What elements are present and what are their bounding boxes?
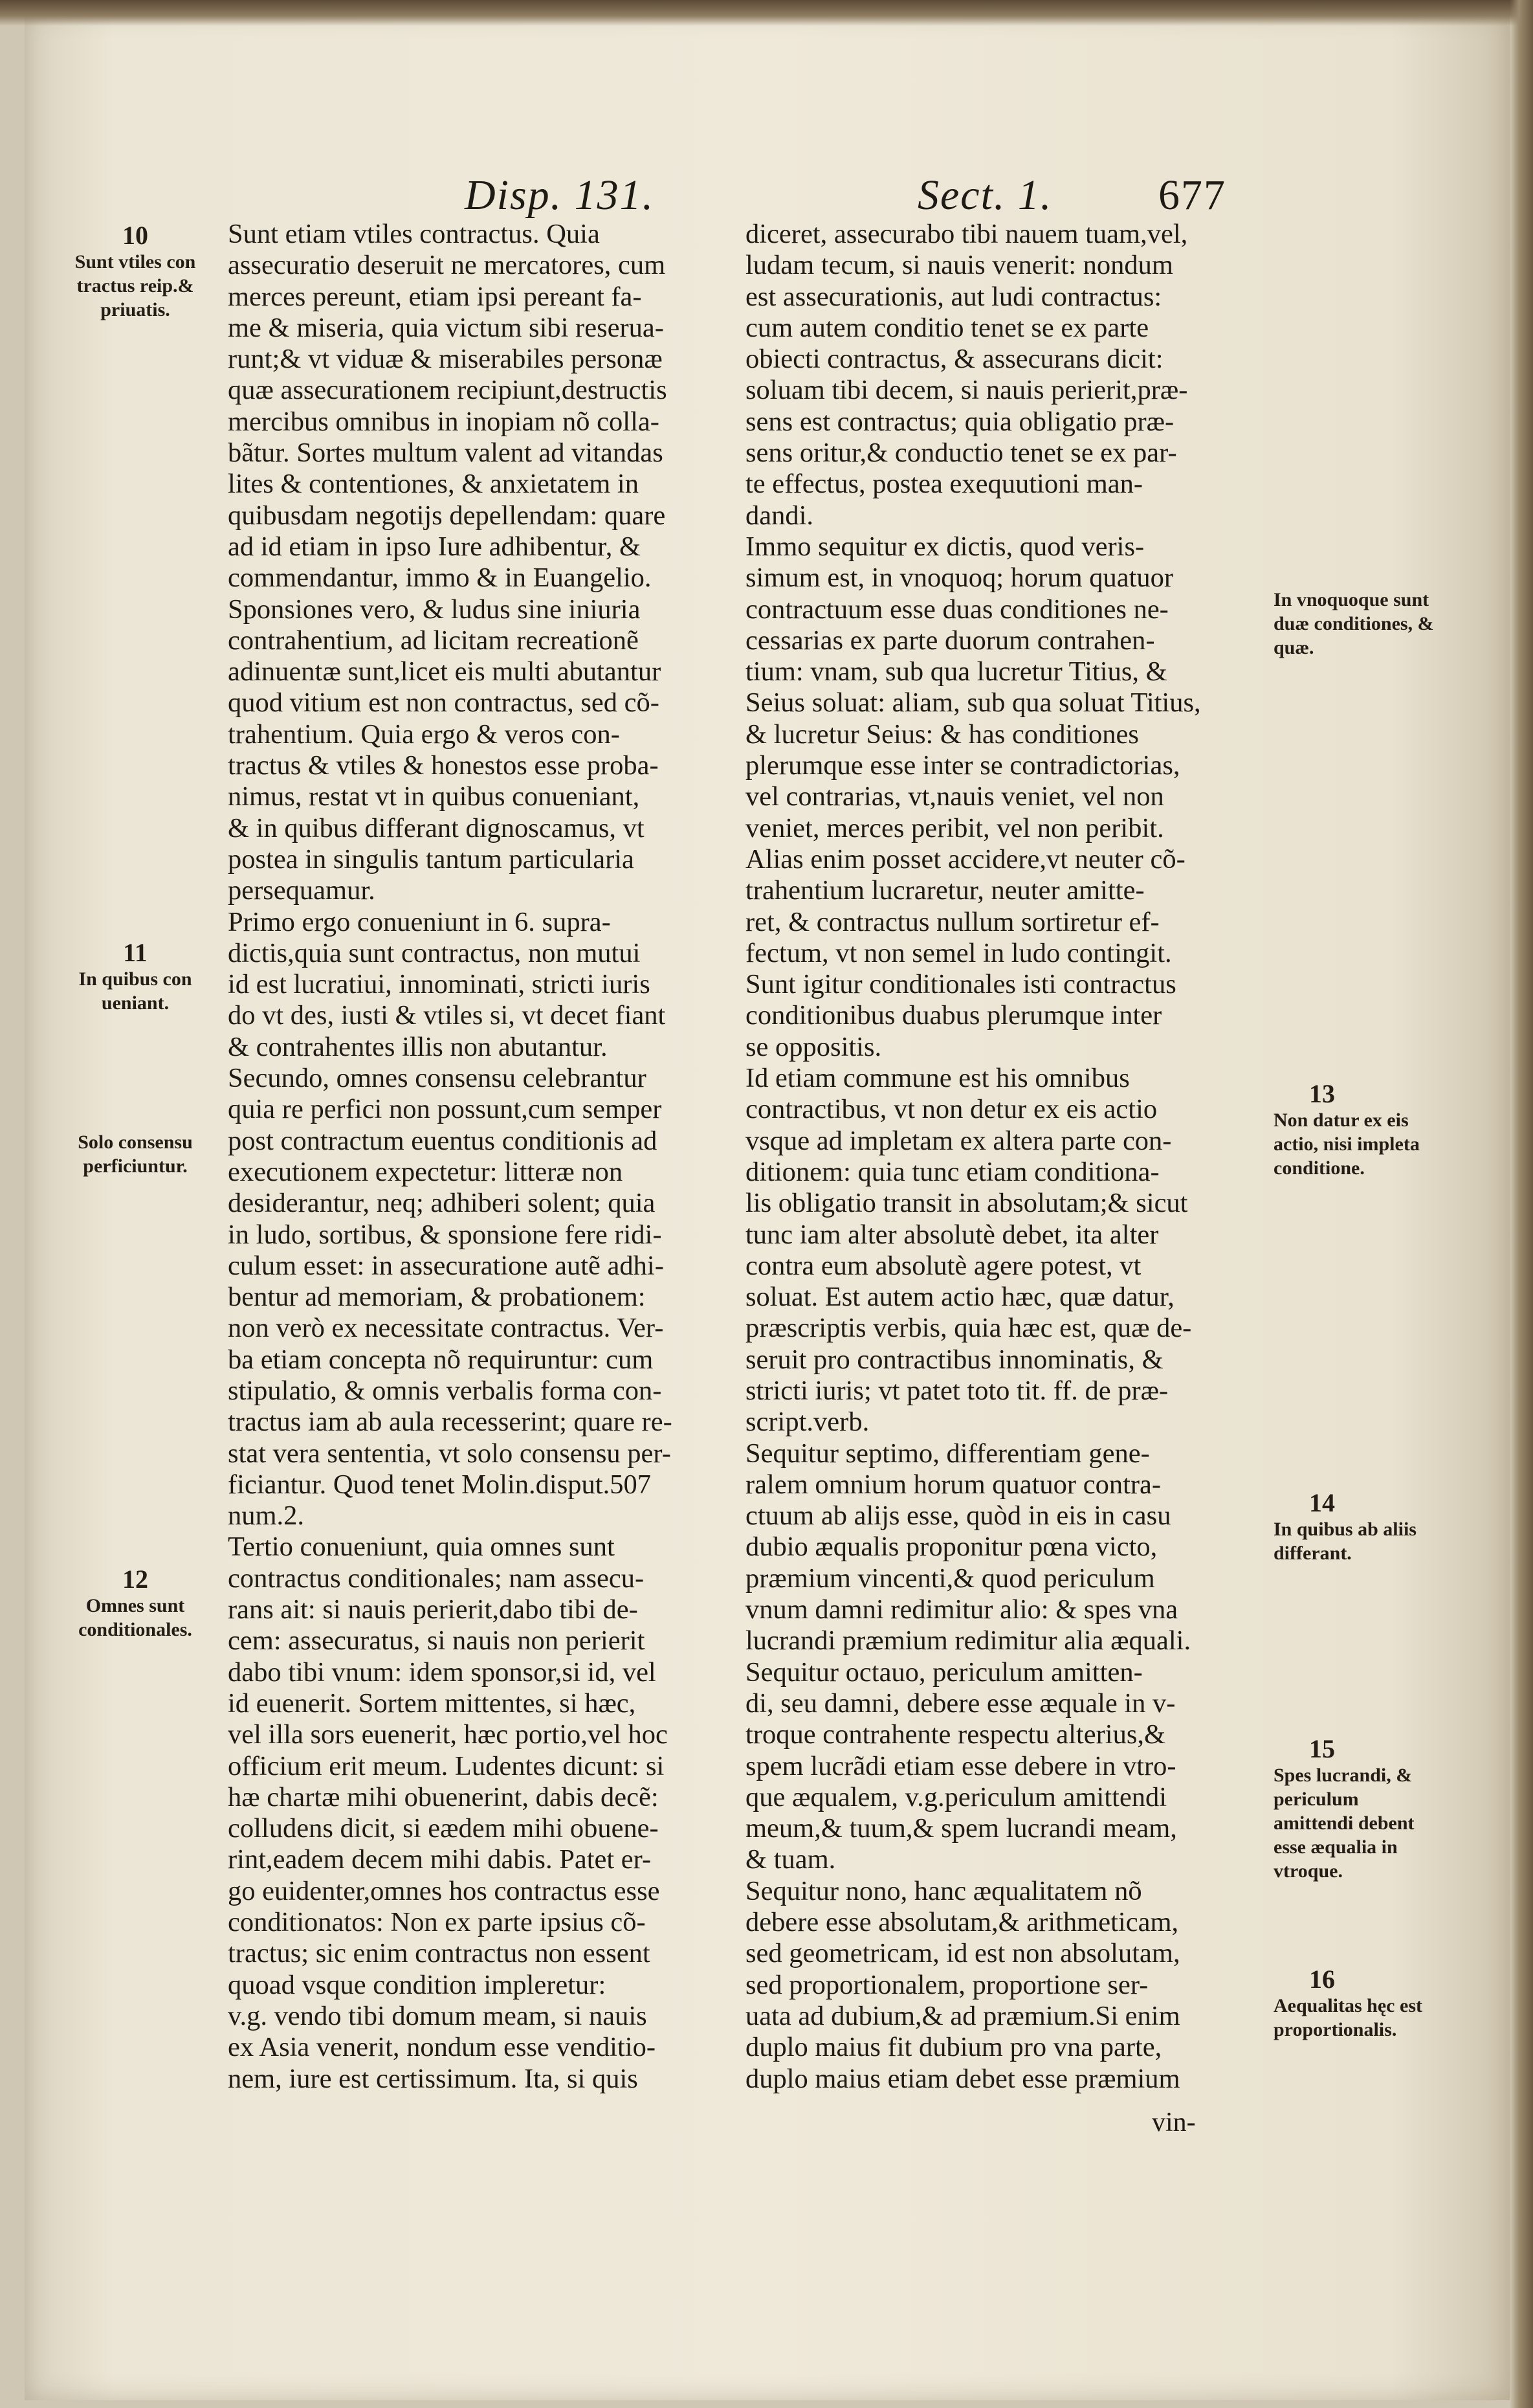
text-line: adinuentæ sunt,licet eis multi abutantur [228,656,661,687]
margin-note-right-vnoquoque [1274,588,1435,660]
margin-note-left-solo-consensu [44,1130,226,1178]
text-line: ad id etiam in ipso Iure adhibentur, & [228,531,641,562]
text-line: runt;& vt viduæ & miserabiles personæ [228,344,663,375]
text-line: & in quibus differant dignoscamus, vt [228,812,645,843]
text-line: nem, iure est certissimum. Ita, si quis [228,2063,638,2094]
margin-note-text: Omnes sunt conditionales. [78,1595,192,1640]
text-line: obiecti contractus, & assecurans dicit: [745,344,1164,375]
text-line: ex Asia venerit, nondum esse venditio- [228,2032,656,2063]
text-line: colludens dicit, si eædem mihi obuene- [228,1813,659,1844]
text-line: quibusdam negotijs depellendam: quare [228,500,666,531]
text-line: Sequitur septimo, differentiam gene- [745,1438,1150,1469]
text-line: lis obligatio transit in absolutam;& sicut [745,1188,1188,1219]
text-line: officium erit meum. Ludentes dicunt: si [228,1750,665,1781]
margin-note-number: 15 [1309,1734,1335,1763]
margin-note-number: 12 [122,1565,148,1594]
text-line: di, seu damni, debere esse æquale in v- [745,1688,1176,1719]
text-line: plerumque esse inter se contradictorias, [745,750,1180,781]
margin-note-left-10 [44,221,226,322]
text-line: debere esse absolutam,& arithmeticam, [745,1907,1179,1938]
text-line: conditionatos: Non ex parte ipsius cõ- [228,1907,646,1938]
text-line: dabo tibi vnum: idem sponsor,si id, vel [228,1656,656,1688]
text-line: ba etiam concepta nõ requiruntur: cum [228,1344,654,1375]
text-line: & lucretur Seius: & has conditiones [745,719,1139,750]
margin-note-text: Solo consensu perficiuntur. [78,1132,193,1177]
text-line: culum esset: in assecuratione autẽ adhi- [228,1250,664,1281]
text-line: id est lucratiui, innominati, stricti iuris [228,969,650,1000]
text-line: præmium vincenti,& quod periculum [745,1563,1155,1594]
text-line: bãtur. Sortes multum valent ad vitandas [228,438,663,469]
text-line: tractus iam ab aula recesserint; quare re- [228,1407,672,1438]
text-line: Sequitur nono, hanc æqualitatem nõ [745,1875,1142,1906]
margin-note-number: 16 [1309,1965,1335,1994]
text-line: sens est contractus; quia obligatio præ- [745,406,1175,437]
text-line: postea in singulis tantum particularia [228,843,634,875]
text-line: post contractum euentus conditionis ad [228,1125,657,1156]
text-line: non verò ex necessitate contractus. Ver- [228,1313,664,1344]
text-line: id euenerit. Sortem mittentes, si hæc, [228,1688,636,1719]
text-line: sens oritur,& conductio tenet se ex par- [745,438,1177,469]
text-line: diceret, assecurabo tibi nauem tuam,vel, [745,219,1188,249]
text-line: tractus; sic enim contractus non essent [228,1938,650,1969]
text-line: sed proportionalem, proportione ser- [745,1969,1149,2000]
text-line: persequamur. [228,875,375,906]
margin-note-text: Aequalitas hęc est proportionalis. [1274,1995,1422,2040]
text-line: & tuam. [745,1844,836,1875]
text-line: troque contrahente respectu alterius,& [745,1719,1166,1750]
margin-note-right-14 [1274,1489,1435,1565]
text-line: desiderantur, neq; adhiberi solent; quia [228,1188,656,1219]
text-column-right [745,219,1271,2095]
text-column-left [228,219,745,2095]
text-line: tractus & vtiles & honestos esse proba- [228,750,659,781]
text-line: contractuum esse duas conditiones ne- [745,594,1169,625]
text-line: rint,eadem decem mihi dabis. Patet er- [228,1844,652,1875]
running-head-left: Disp. 131. [465,172,655,219]
text-line: conditionibus duabus plerumque inter [745,1000,1162,1031]
text-line: quæ assecurationem recipiunt,destructis [228,375,667,406]
text-line: go euidenter,omnes hos contractus esse [228,1875,660,1906]
text-line: hæ chartæ mihi obuenerint, dabis decẽ: [228,1781,659,1812]
text-line: quod vitium est non contractus, sed cõ- [228,687,659,719]
text-line: vel contrarias, vt,nauis veniet, vel non [745,781,1164,812]
text-line: script.verb. [745,1407,870,1438]
margin-note-right-16 [1274,1965,1435,2042]
text-line: commendantur, immo & in Euangelio. [228,563,652,594]
text-line: Primo ergo conueniunt in 6. supra- [228,906,611,937]
text-line: mercibus omnibus in inopiam nõ colla- [228,406,659,437]
text-line: sed geometricam, id est non absolutam, [745,1938,1180,1969]
margin-note-number: 13 [1309,1079,1335,1108]
margin-note-text: In vnoquoque sunt duæ conditiones, & quæ. [1274,589,1434,658]
text-line: que æqualem, v.g.periculum amittendi [745,1781,1167,1812]
margin-note-right-13 [1274,1080,1435,1180]
text-line: trahentium lucraretur, neuter amitte- [745,875,1145,906]
text-line: ret, & contractus nullum sortiretur ef- [745,906,1160,937]
page-right-edge [1510,0,1533,2408]
text-line: & contrahentes illis non abutantur. [228,1031,608,1062]
text-line: dictis,quia sunt contractus, non mutui [228,937,641,968]
text-line: est assecurationis, aut ludi contractus: [745,281,1162,312]
text-line: lucrandi præmium redimitur alia æquali. [745,1625,1191,1656]
text-line: duplo maius fit dubium pro vna parte, [745,2032,1162,2063]
text-line: Secundo, omnes consensu celebrantur [228,1063,646,1094]
text-line: nimus, restat vt in quibus conueniant, [228,781,640,812]
text-line: stricti iuris; vt patet toto tit. ff. de præ- [745,1375,1169,1406]
margin-note-left-12 [44,1565,226,1642]
catchword: vin- [1152,2108,1196,2137]
text-line: me & miseria, quia victum sibi reserua- [228,312,664,343]
text-line: ficiantur. Quod tenet Molin.disput.507 [228,1469,651,1500]
text-line: Id etiam commune est his omnibus [745,1063,1130,1094]
text-line: Seius soluat: aliam, sub qua soluat Titius, [745,687,1201,719]
text-line: do vt des, iusti & vtiles si, vt decet fiant [228,1000,666,1031]
text-line: dandi. [745,500,814,531]
text-line: fectum, vt non semel in ludo contingit. [745,937,1172,968]
text-line: duplo maius etiam debet esse præmium [745,2063,1180,2094]
text-line: lites & contentiones, & anxietatem in [228,469,639,500]
text-line: te effectus, postea exequutioni man- [745,469,1143,500]
text-line: Sequitur octauo, periculum amitten- [745,1656,1143,1688]
text-line: Sunt etiam vtiles contractus. Quia [228,219,600,249]
margin-note-left-11 [44,939,226,1015]
text-line: contractus conditionales; nam assecu- [228,1563,645,1594]
text-line: tunc iam alter absolutè debet, ita alter [745,1219,1159,1250]
page-top-edge [0,0,1533,26]
text-line: vel illa sors euenerit, hæc portio,vel hoc [228,1719,668,1750]
text-line: cum autem conditio tenet se ex parte [745,312,1149,343]
text-line: dubio æqualis proponitur pœna victo, [745,1532,1158,1563]
text-line: Sponsiones vero, & ludus sine iniuria [228,594,641,625]
text-line: simum est, in vnoquoq; horum quatuor [745,563,1174,594]
text-line: contrahentium, ad licitam recreationẽ [228,625,639,656]
text-line: soluam tibi decem, si nauis perierit,præ- [745,375,1188,406]
text-line: contractibus, vt non detur ex eis actio [745,1094,1158,1125]
margin-note-text: In quibus con ueniant. [78,968,192,1014]
text-line: spem lucrãdi etiam esse debere in vtro- [745,1750,1176,1781]
text-line: seruit pro contractibus innominatis, & [745,1344,1164,1375]
text-line: Alias enim posset accidere,vt neuter cõ- [745,843,1186,875]
text-line: assecuratio deseruit ne mercatores, cum [228,250,666,281]
margin-note-text: In quibus ab aliis differant. [1274,1519,1417,1564]
margin-note-text: Spes lucrandi, & periculum amittendi debent esse æqualia in vtroque. [1274,1765,1415,1882]
text-line: cem: assecuratus, si nauis non perierit [228,1625,645,1656]
text-line: Sunt igitur conditionales isti contractus [745,969,1176,1000]
text-line: veniet, merces peribit, vel non peribit. [745,812,1164,843]
text-line: v.g. vendo tibi domum meam, si nauis [228,2000,647,2031]
text-line: quia re perfici non possunt,cum semper [228,1094,662,1125]
text-line: executionem expectetur: litteræ non [228,1156,623,1187]
text-line: stipulatio, & omnis verbalis forma con- [228,1375,662,1406]
text-line: ralem omnium horum quatuor contra- [745,1469,1162,1500]
text-line: merces pereunt, etiam ipsi pereant fa- [228,281,642,312]
text-line: num.2. [228,1500,305,1532]
text-line: Tertio conueniunt, quia omnes sunt [228,1532,615,1563]
text-line: quoad vsque condition impleretur: [228,1969,606,2000]
running-head-center: Sect. 1. [918,172,1053,219]
text-line: tium: vnam, sub qua lucretur Titius, & [745,656,1167,687]
text-line: præscriptis verbis, quia hæc est, quæ de- [745,1313,1192,1344]
text-line: ctuum ab alijs esse, quòd in eis in casu [745,1500,1171,1532]
text-line: ludam tecum, si nauis venerit: nondum [745,250,1173,281]
text-line: trahentium. Quia ergo & veros con- [228,719,620,750]
text-line: contra eum absolutè agere potest, vt [745,1250,1141,1281]
margin-note-text: Sunt vtiles con tractus reip.& priuatis. [74,251,196,320]
text-line: vsque ad impletam ex altera parte con- [745,1125,1172,1156]
text-line: ditionem: quia tunc etiam conditiona- [745,1156,1160,1187]
margin-note-number: 11 [123,938,148,967]
page-number: 677 [1158,172,1226,219]
running-head [0,170,1533,221]
margin-note-number: 10 [122,221,148,250]
text-line: Immo sequitur ex dictis, quod veris- [745,531,1145,562]
text-line: se oppositis. [745,1031,882,1062]
text-line: vnum damni redimitur alio: & spes vna [745,1594,1178,1625]
text-line: stat vera sententia, vt solo consensu per- [228,1438,671,1469]
text-line: cessarias ex parte duorum contrahen- [745,625,1155,656]
text-line: meum,& tuum,& spem lucrandi meam, [745,1813,1177,1844]
margin-note-text: Non datur ex eis actio, nisi impleta conditione. [1274,1109,1420,1179]
text-line: rans ait: si nauis perierit,dabo tibi de- [228,1594,638,1625]
margin-note-right-15 [1274,1735,1435,1883]
text-line: in ludo, sortibus, & sponsione fere ridi- [228,1219,662,1250]
margin-note-number: 14 [1309,1488,1335,1517]
text-line: soluat. Est autem actio hæc, quæ datur, [745,1282,1175,1313]
text-line: bentur ad memoriam, & probationem: [228,1282,646,1313]
text-line: uata ad dubium,& ad præmium.Si enim [745,2000,1180,2031]
